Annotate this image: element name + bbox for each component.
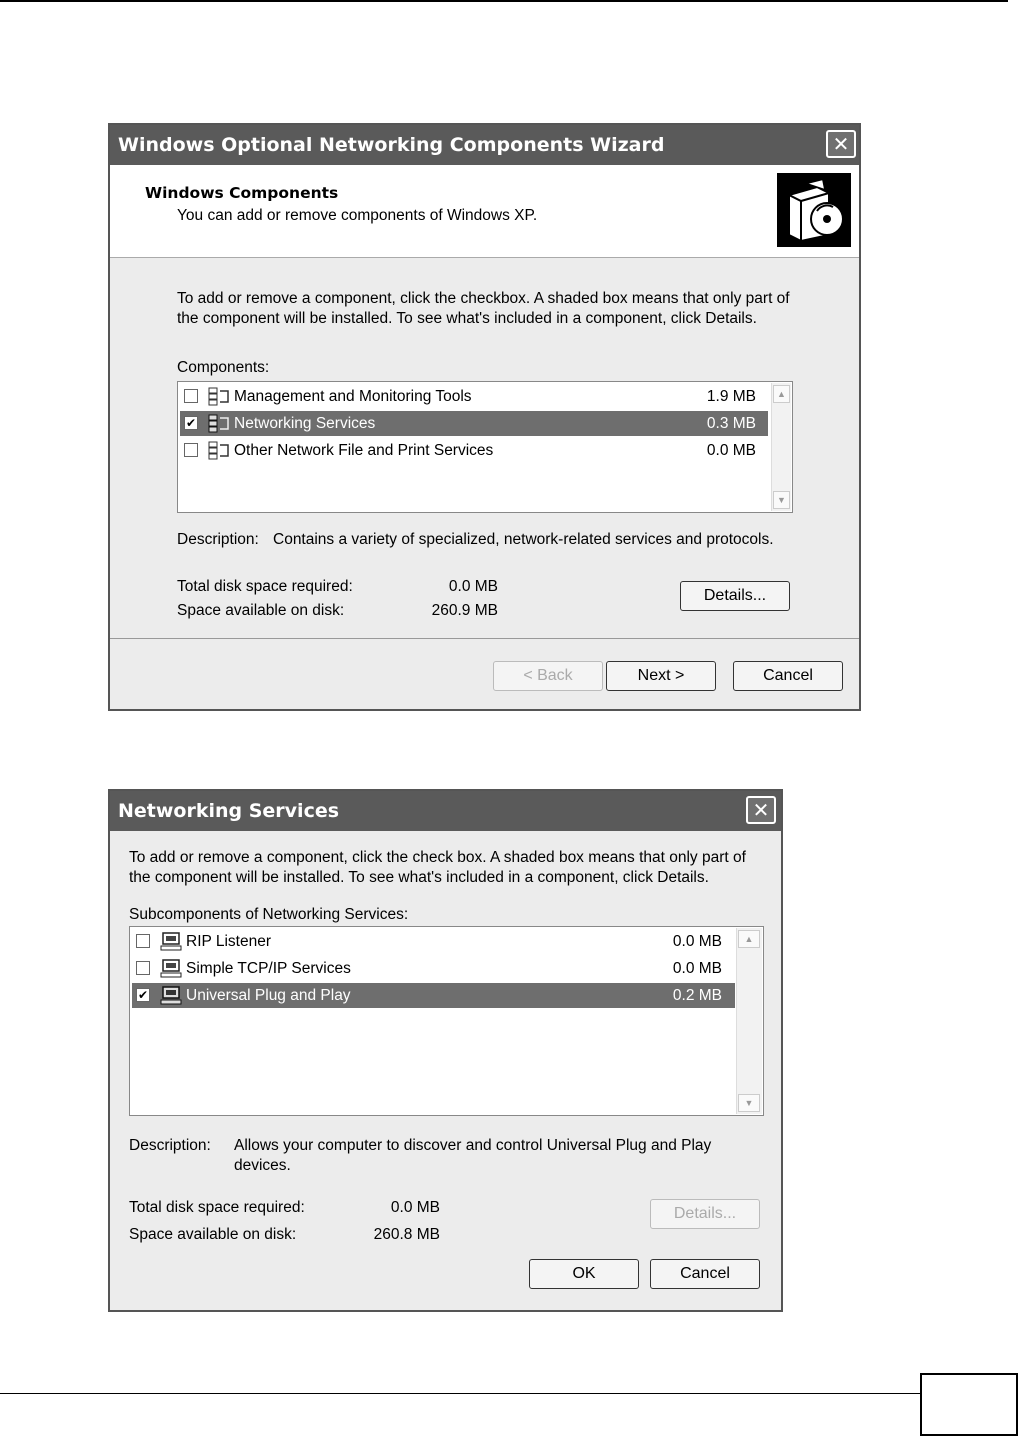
- subcomponents-list[interactable]: [129, 926, 764, 1116]
- description-text: Contains a variety of specialized, network-related services and protocols.: [273, 531, 774, 548]
- list-item[interactable]: [132, 956, 735, 981]
- subcomponent-label: Universal Plug and Play: [186, 987, 351, 1004]
- disk-available-value: 260.9 MB: [431, 602, 498, 619]
- details-button[interactable]: Details...: [680, 581, 790, 611]
- networking-services-dialog: [108, 789, 783, 1312]
- component-label: Other Network File and Print Services: [234, 442, 494, 459]
- list-item[interactable]: [132, 929, 735, 954]
- scroll-down-icon[interactable]: ▼: [738, 1094, 760, 1112]
- checkbox[interactable]: [136, 934, 150, 948]
- components-label: Components:: [177, 359, 270, 376]
- description-text: Allows your computer to discover and control Universal Plug and Play devices.: [234, 1137, 712, 1174]
- computer-icon: [160, 986, 182, 1005]
- computer-icon: [160, 932, 182, 951]
- wizard-header: [110, 165, 859, 258]
- details-button[interactable]: Details...: [650, 1199, 760, 1229]
- component-label: Networking Services: [234, 415, 376, 432]
- checkbox[interactable]: ✔: [137, 988, 149, 1002]
- disk-available-value: 260.8 MB: [373, 1226, 440, 1243]
- back-button[interactable]: < Back: [493, 661, 603, 691]
- cancel-button[interactable]: Cancel: [650, 1259, 760, 1289]
- networking-title: Networking Services: [118, 800, 340, 822]
- next-button[interactable]: Next >: [606, 661, 716, 691]
- description-label: Description:: [129, 1137, 211, 1154]
- header-title: Windows Components: [145, 184, 339, 202]
- component-size: 0.0 MB: [706, 442, 756, 459]
- subcomponent-size: 0.0 MB: [672, 933, 722, 950]
- components-icon: [208, 441, 230, 460]
- ok-button[interactable]: OK: [529, 1259, 639, 1289]
- close-icon[interactable]: ✕: [746, 796, 776, 824]
- components-list[interactable]: [177, 381, 793, 513]
- component-size: 1.9 MB: [706, 388, 756, 405]
- subcomponent-label: Simple TCP/IP Services: [186, 960, 351, 977]
- scroll-up-icon[interactable]: ▲: [738, 930, 760, 948]
- scrollbar[interactable]: [736, 928, 762, 1114]
- subcomponent-size: 0.2 MB: [672, 987, 722, 1004]
- wizard-title: Windows Optional Networking Components Wizard: [118, 134, 665, 156]
- component-size: 0.3 MB: [706, 415, 756, 432]
- disk-required-value: 0.0 MB: [448, 578, 498, 595]
- top-rule: [0, 0, 1008, 2]
- scroll-up-icon[interactable]: ▲: [773, 385, 790, 403]
- close-icon[interactable]: ✕: [826, 130, 856, 158]
- list-item[interactable]: [180, 384, 768, 409]
- cancel-button[interactable]: Cancel: [733, 661, 843, 691]
- subcomponent-size: 0.0 MB: [672, 960, 722, 977]
- checkbox[interactable]: [184, 443, 198, 457]
- scrollbar[interactable]: [771, 383, 791, 511]
- disk-required-label: Total disk space required:: [177, 578, 353, 595]
- checkbox[interactable]: [136, 961, 150, 975]
- subcomponents-label: Subcomponents of Networking Services:: [129, 906, 409, 923]
- description-label: Description:: [177, 531, 259, 548]
- networking-titlebar: [110, 791, 781, 831]
- component-label: Management and Monitoring Tools: [234, 388, 472, 405]
- checkbox[interactable]: ✔: [185, 416, 197, 430]
- scroll-down-icon[interactable]: ▼: [773, 491, 790, 509]
- components-icon: [208, 387, 230, 406]
- windows-components-icon: [777, 173, 851, 247]
- page-number-box: [920, 1373, 1018, 1436]
- divider: [110, 638, 859, 639]
- list-item[interactable]: [180, 438, 768, 463]
- bottom-rule: [0, 1393, 920, 1394]
- wizard-instructions: To add or remove a component, click the checkbox. A shaded box means that only part of the component will be installed. To see what's included in a component, click Details.: [177, 290, 790, 327]
- computer-icon: [160, 959, 182, 978]
- wizard-titlebar: [110, 125, 859, 165]
- disk-available-label: Space available on disk:: [129, 1226, 297, 1243]
- disk-required-label: Total disk space required:: [129, 1199, 305, 1216]
- wizard-dialog: [108, 123, 861, 711]
- list-item[interactable]: [180, 411, 768, 436]
- list-item[interactable]: [132, 983, 735, 1008]
- header-subtitle: You can add or remove components of Windows XP.: [177, 207, 538, 224]
- checkbox[interactable]: [184, 389, 198, 403]
- networking-instructions: To add or remove a component, click the check box. A shaded box means that only part of the component will be installed. To see what's included in a component, click Details.: [129, 849, 746, 886]
- components-icon: [208, 414, 230, 433]
- disk-required-value: 0.0 MB: [390, 1199, 440, 1216]
- subcomponent-label: RIP Listener: [186, 933, 272, 950]
- disk-available-label: Space available on disk:: [177, 602, 345, 619]
